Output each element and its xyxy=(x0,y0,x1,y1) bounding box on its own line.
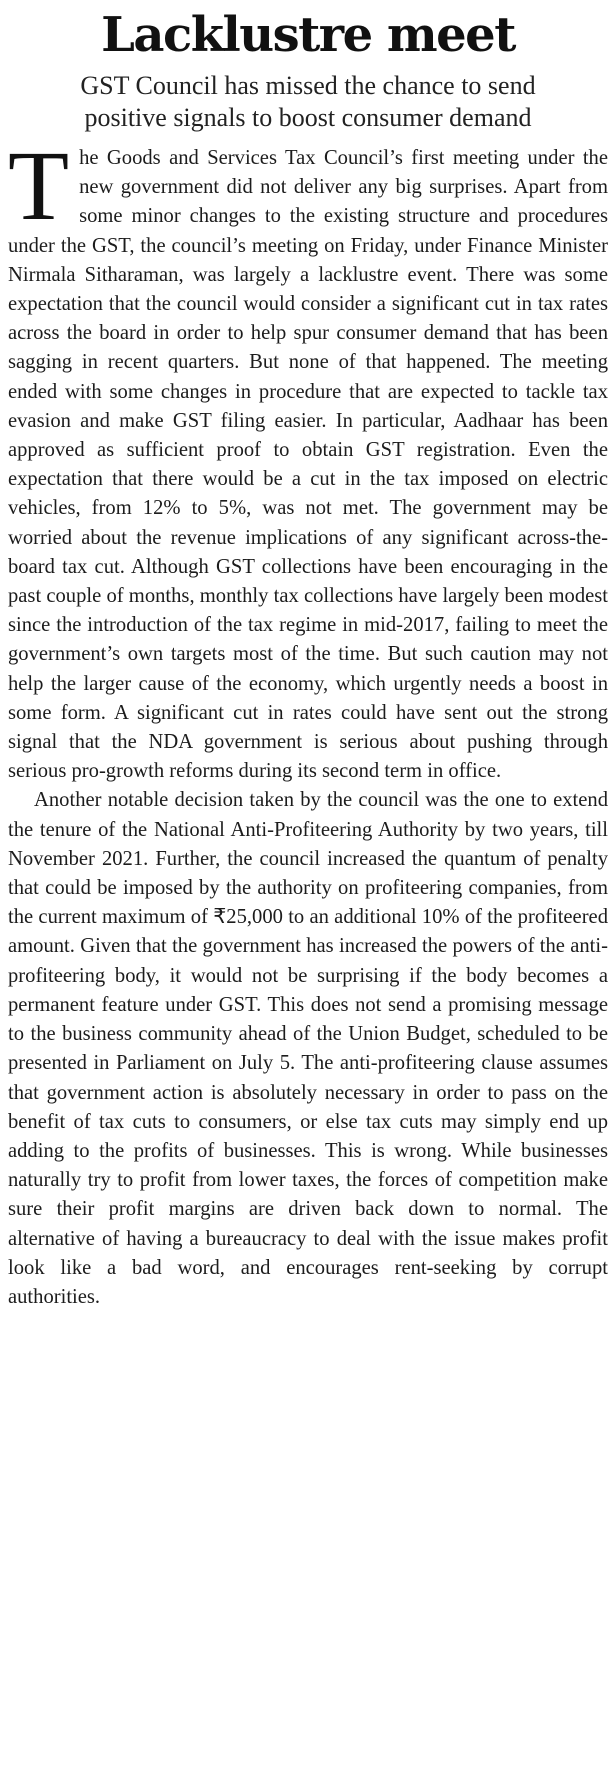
headline: Lacklustre meet xyxy=(101,7,515,63)
paragraph-1-text: he Goods and Services Tax Council’s first meeting under the new government did not deliver any big surprises. Apart from some minor changes to the existing structure and procedures under the GST, the council’s meeting on Friday, under Finance Minister Nirmala Sitharaman, was largely a lacklustre event. There was some expectation that the council would consider a significant cut in tax rates across the board in order to help spur consumer demand that has been sagging in recent quarters. But none of that happened. The meeting ended with some changes in procedure that are expected to tackle tax evasion and make GST filing easier. In particular, Aadhaar has been approved as sufficient proof to obtain GST registration. Even the expectation that there would be a cut in the tax imposed on electric vehicles, from 12% to 5%, was not met. The government may be worried about the revenue implications of any significant across-the-board tax cut. Although GST collections have been encouraging in the past couple of months, monthly tax collections have largely been modest since the introduction of the tax regime in mid-2017, failing to meet the government’s own targets most of the time. But such caution may not help the larger cause of the economy, which urgently needs a boost in some form. A significant cut in rates could have sent out the strong signal that the NDA government is serious about pushing through serious pro-growth reforms during its second term in office. xyxy=(8,147,608,783)
paragraph-2: Another notable decision taken by the council was the one to extend the tenure of the National Anti-Profiteering Authority by two years, till November 2021. Further, the council increased the quantum of penalty that could be imposed by the authority on profiteering companies, from the current maximum of ₹25,000 to an additional 10% of the profiteered amount. Given that the government has increased the powers of the anti-profiteering body, it would not be surprising if the body becomes a permanent feature under GST. This does not send a promising message to the business community ahead of the Union Budget, scheduled to be presented in Parliament on July 5. The anti-profiteering clause assumes that government action is absolutely necessary in order to pass on the benefit of tax cuts to consumers, or else tax cuts may simply end up adding to the profits of businesses. This is wrong. While businesses naturally try to profit from lower taxes, the forces of competition make sure their profit margins are driven back down to normal. The alternative of having a bureaucracy to deal with the issue makes profit look like a bad word, and encourages rent-seeking by corrupt authorities. xyxy=(8,789,608,1308)
article-body xyxy=(8,130,608,1312)
editorial-article xyxy=(8,0,608,1312)
deck xyxy=(8,70,608,134)
deck-line-1: GST Council has missed the chance to send xyxy=(80,71,536,100)
drop-cap: T xyxy=(8,130,70,241)
paragraph-1 xyxy=(8,130,608,786)
deck-line-2: positive signals to boost consumer demand xyxy=(84,103,532,132)
